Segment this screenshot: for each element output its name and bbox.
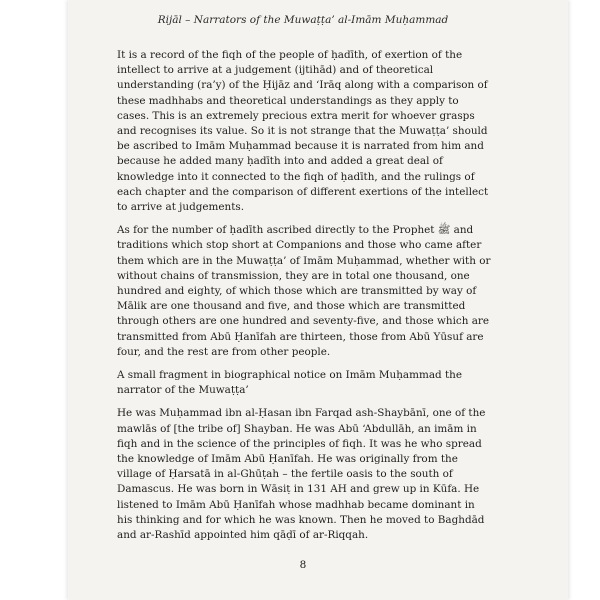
- paragraph-fiqh-record: It is a record of the fiqh of the people of ḥadīth, of exertion of the intellect to arrive at a judgement (ijtihād) and of theoretical understanding (ra’y) of the Ḥijāz and ‘Irāq along with a comparison of these madhhabs and theoretical understandings as they apply to cases. This is an extremely precious extra merit for whoever grasps and recognises its value. So it is not strange that the Muwaṭṭa’ should be ascribed to Imām Muḥammad because it is narrated from him and because he added many ḥadīth into and added a great deal of knowledge into it connected to the fiqh of ḥadīth, and the rulings of each chapter and the comparison of different exertions of the intellect to arrive at judgements.: [117, 49, 489, 214]
- body-text: [117, 48, 492, 551]
- page-number: 8: [299, 559, 307, 571]
- paragraph-hadith-count: As for the number of ḥadīth ascribed directly to the Prophet ﷺ and traditions which stop short at Companions and those who came after them which are in the Muwaṭṭa’ of Imām Muḥammad, whether with or without chains of transmission, they are in total one thousand, one hundred and eighty, of which those which are transmitted by way of Mālik are one thousand and five, and those which are transmitted through others are one hundred and seventy-five, and those which are transmitted from Abū Ḥanīfah are thirteen, those from Abū Yūsuf are four, and the rest are from other people.: [117, 224, 491, 358]
- running-head: Rijāl – Narrators of the Muwaṭṭa’ al-Imām Muḥammad: [157, 14, 449, 26]
- section-heading: A small fragment in biographical notice on Imām Muḥammad the narrator of the Muwaṭṭa’: [117, 369, 463, 397]
- paragraph-biography: He was Muḥammad ibn al-Ḥasan ibn Farqad ash-Shaybānī, one of the mawlās of [the tribe of] Shayban. He was Abū ‘Abdullāh, an imām in fiqh and in the science of the principles of fiqh. It was he who spread the knowledge of Imām Abū Ḥanīfah. He was originally from the village of Ḥarsatā in al-Ghūṭah – the fertile oasis to the south of Damascus. He was born in Wāsiṭ in 131 AH and grew up in Kūfa. He listened to Imām Abū Ḥanīfah whose madhhab became dominant in his thinking and for which he was known. Then he moved to Baghdād and ar-Rashīd appointed him qāḍī of ar-Riqqah.: [117, 407, 486, 542]
